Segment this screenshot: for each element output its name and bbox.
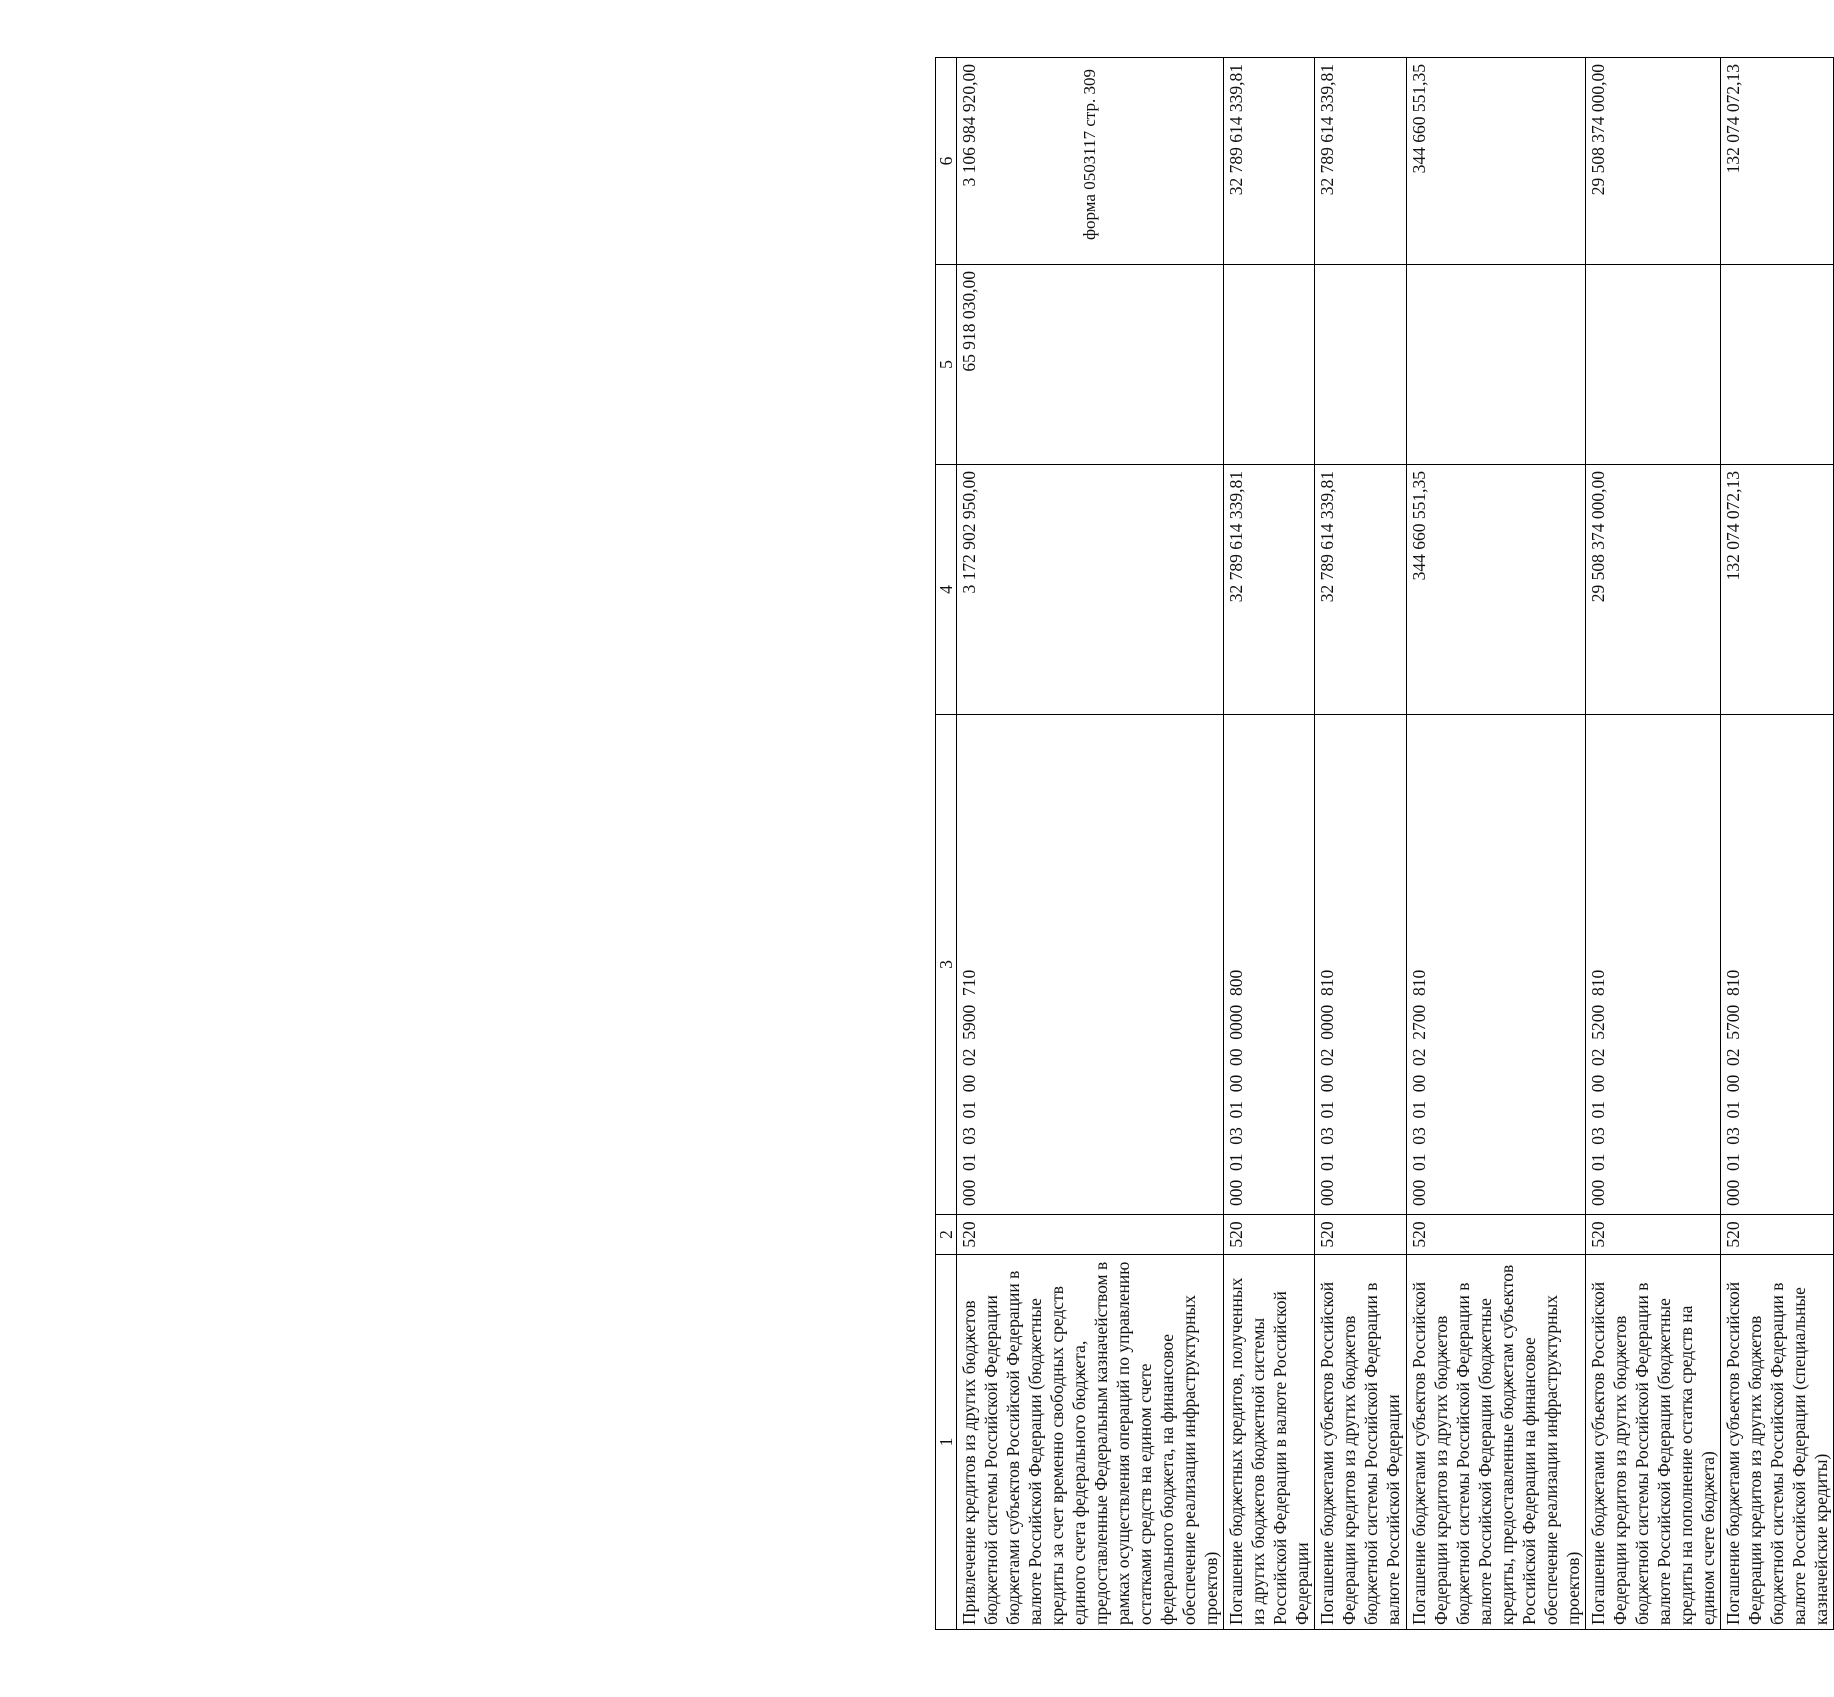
approved-amount: 3 172 902 950,00 bbox=[957, 465, 1224, 715]
executed-amount bbox=[1407, 265, 1586, 465]
table-row bbox=[1407, 58, 1586, 1630]
table-row bbox=[957, 58, 1224, 1630]
column-number: 3 bbox=[936, 715, 957, 1215]
unexecuted-amount: 32 789 614 339,81 bbox=[1224, 58, 1315, 265]
budget-classification-code: 000 01 03 01 00 02 5700 810 bbox=[1721, 715, 1834, 1215]
approved-amount: 132 074 072,13 bbox=[1721, 465, 1834, 715]
line-code: 520 bbox=[1721, 1215, 1834, 1255]
approved-amount: 32 789 614 339,81 bbox=[1315, 465, 1407, 715]
budget-classification-code: 000 01 03 01 00 02 0000 810 bbox=[1315, 715, 1407, 1215]
budget-classification-code: 000 01 03 01 00 02 5900 710 bbox=[957, 715, 1224, 1215]
row-name: Погашение бюджетами субъектов Российской Федерации кредитов из других бюджетов бюджетной системы Российской Федерации в валюте Российской Федерации (специальные казначейские кредиты) bbox=[1721, 1255, 1834, 1630]
unexecuted-amount: 32 789 614 339,81 bbox=[1315, 58, 1407, 265]
budget-classification-code: 000 01 03 01 00 02 5200 810 bbox=[1586, 715, 1721, 1215]
table-row bbox=[1224, 58, 1315, 1630]
unexecuted-amount: 3 106 984 920,00 bbox=[957, 58, 1224, 265]
budget-classification-code: 000 01 03 01 00 02 2700 810 bbox=[1407, 715, 1586, 1215]
approved-amount: 29 508 374 000,00 bbox=[1586, 465, 1721, 715]
line-code: 520 bbox=[1407, 1215, 1586, 1255]
approved-amount: 344 660 551,35 bbox=[1407, 465, 1586, 715]
row-name: Погашение бюджетами субъектов Российской Федерации кредитов из других бюджетов бюджетной системы Российской Федерации в валюте Российской Федерации (бюджетные кредиты, предоставленные бюджетам субъектов Российской Федерации на финансовое обеспечение реализации инфраструктурных проектов) bbox=[1407, 1255, 1586, 1630]
report-table bbox=[935, 57, 1834, 1630]
line-code: 520 bbox=[957, 1215, 1224, 1255]
executed-amount bbox=[1315, 265, 1407, 465]
table-row bbox=[1315, 58, 1407, 1630]
column-number: 2 bbox=[936, 1215, 957, 1255]
unexecuted-amount: 132 074 072,13 bbox=[1721, 58, 1834, 265]
unexecuted-amount: 344 660 551,35 bbox=[1407, 58, 1586, 265]
budget-classification-code: 000 01 03 01 00 00 0000 800 bbox=[1224, 715, 1315, 1215]
row-name: Привлечение кредитов из других бюджетов бюджетной системы Российской Федерации бюджетами субъектов Российской Федерации в валюте Российской Федерации (бюджетные кредиты за счет временно свободных средств единого счета федерального бюджета, предоставленные Федеральным казначейством в рамках осуществления операций по управлению остатками средств на едином счете федерального бюджета, на финансовое обеспечение реализации инфраструктурных проектов) bbox=[957, 1255, 1224, 1630]
unexecuted-amount: 29 508 374 000,00 bbox=[1586, 58, 1721, 265]
table-row bbox=[1586, 58, 1721, 1630]
executed-amount bbox=[1721, 265, 1834, 465]
column-number: 6 bbox=[936, 58, 957, 265]
executed-amount bbox=[1224, 265, 1315, 465]
column-number: 1 bbox=[936, 1255, 957, 1630]
form-reference: форма 0503117 стр. 309 bbox=[1080, 69, 1099, 240]
row-name: Погашение бюджетами субъектов Российской Федерации кредитов из других бюджетов бюджетной системы Российской Федерации в валюте Российской Федерации (бюджетные кредиты на пополнение остатка средств на едином счете бюджета) bbox=[1586, 1255, 1721, 1630]
executed-amount bbox=[1586, 265, 1721, 465]
approved-amount: 32 789 614 339,81 bbox=[1224, 465, 1315, 715]
line-code: 520 bbox=[1586, 1215, 1721, 1255]
column-number: 5 bbox=[936, 265, 957, 465]
table-row bbox=[1721, 58, 1834, 1630]
executed-amount: 65 918 030,00 bbox=[957, 265, 1224, 465]
line-code: 520 bbox=[1315, 1215, 1407, 1255]
row-name: Погашение бюджетных кредитов, полученных из других бюджетов бюджетной системы Российской Федерации в валюте Российской Федерации bbox=[1224, 1255, 1315, 1630]
column-number-row bbox=[936, 58, 957, 1630]
line-code: 520 bbox=[1224, 1215, 1315, 1255]
row-name: Погашение бюджетами субъектов Российской Федерации кредитов из других бюджетов бюджетной системы Российской Федерации в валюте Российской Федерации bbox=[1315, 1255, 1407, 1630]
column-number: 4 bbox=[936, 465, 957, 715]
